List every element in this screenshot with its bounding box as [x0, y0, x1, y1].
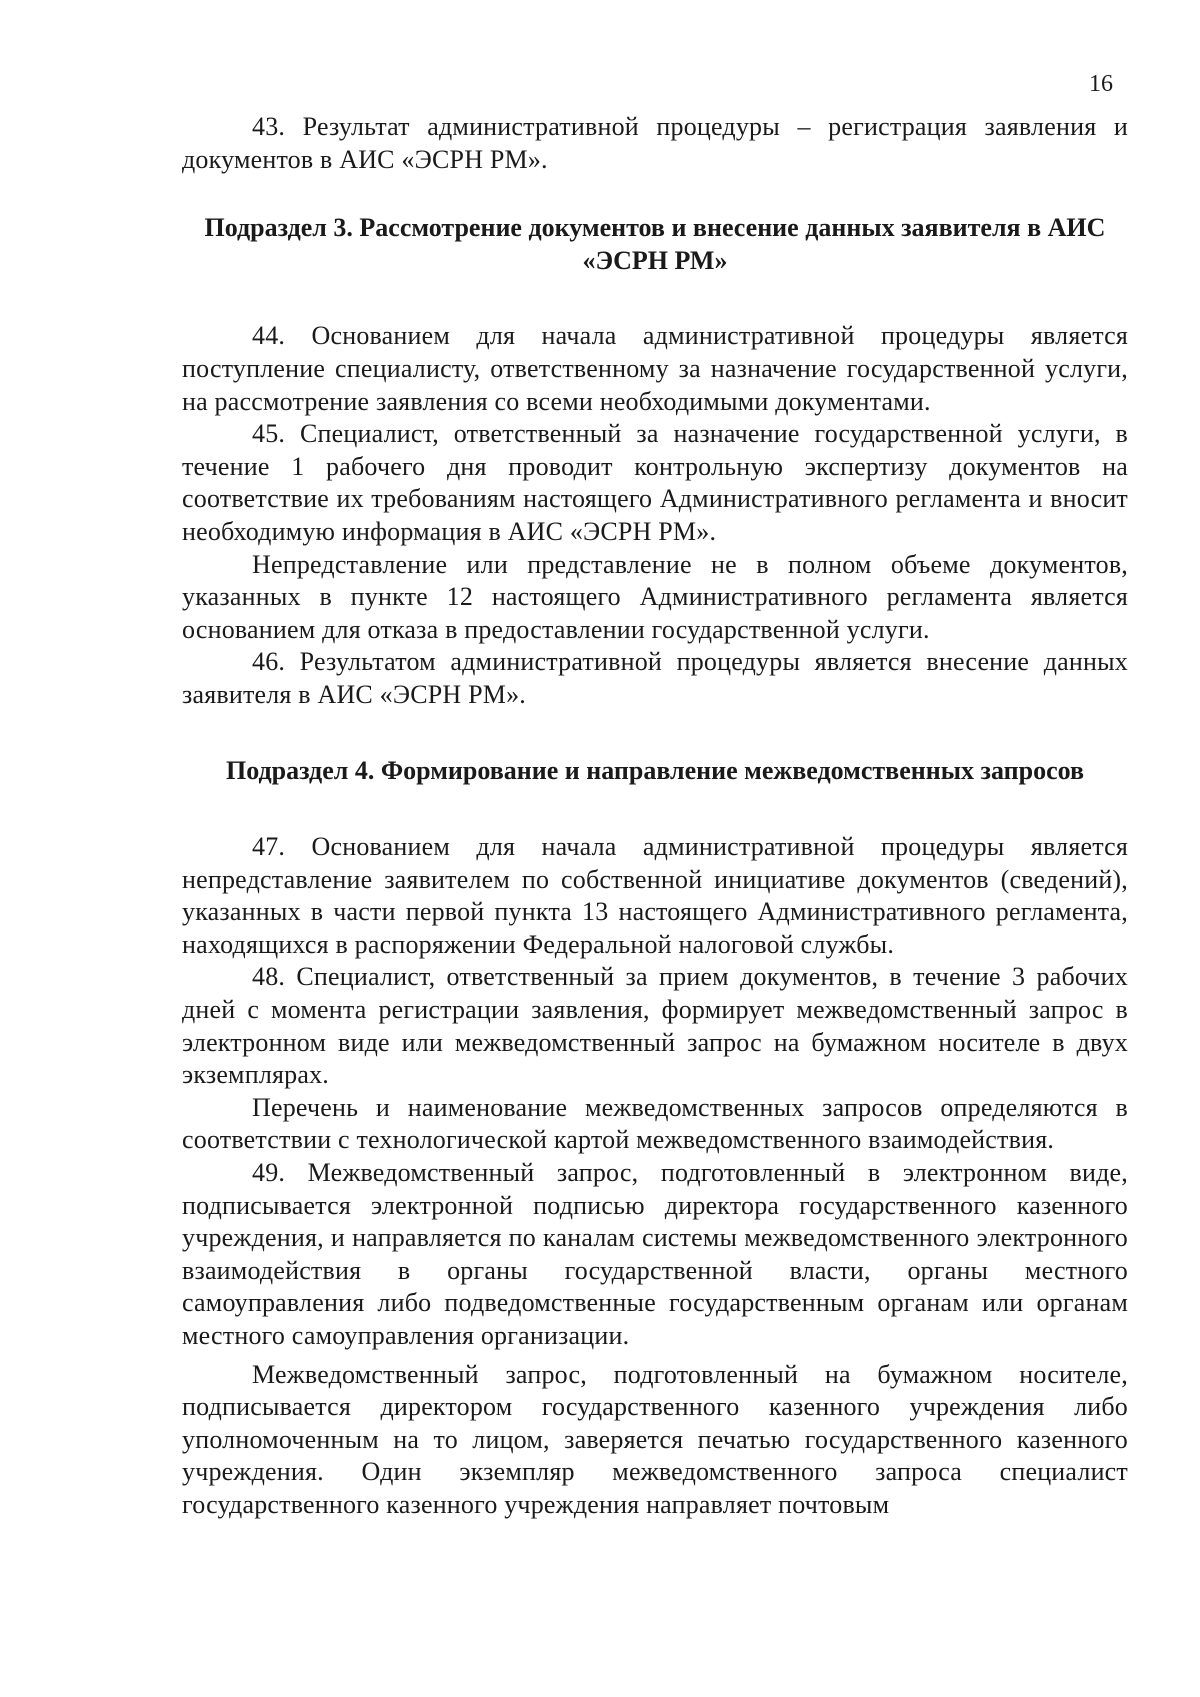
spacer — [182, 277, 1128, 320]
paragraph-46: 46. Результатом административной процедуры является внесение данных заявителя в АИС «ЭСРН РМ». — [182, 647, 1128, 709]
spacer — [182, 712, 1128, 755]
paragraph-48: 48. Специалист, ответственный за прием документов, в течение 3 рабочих дней с момента регистрации заявления, формирует межведомственный запрос в электронном виде или межведомственный запрос на бумажном носителе в двух экземплярах. — [182, 962, 1128, 1090]
section-heading-3: Подраздел 3. Рассмотрение документов и внесение данных заявителя в АИС «ЭСРН РМ» — [204, 213, 1106, 275]
paragraph-49-continuation: Межведомственный запрос, подготовленный на бумажном носителе, подписывается директором государственного казенного учреждения либо уполномоченным на то лицом, заверяется печатью государственного казенного учреждения. Один экземпляр межведомственного запроса специалист государственного казенного учреждения направляет почтовым — [182, 1359, 1128, 1519]
document-body — [182, 111, 1128, 1522]
spacer — [182, 787, 1128, 831]
paragraph-43: 43. Результат административной процедуры – регистрация заявления и документов в АИС «ЭСРН РМ». — [182, 112, 1128, 174]
spacer — [182, 176, 1128, 212]
paragraph-49: 49. Межведомственный запрос, подготовленный в электронном виде, подписывается электронной подписью директора государственного казенного учреждения, и направляется по каналам системы межведомственного электронного взаимодействия в органы государственной власти, органы местного самоуправления либо подведомственные государственным органам или органам местного самоуправления организации. — [182, 1158, 1128, 1350]
paragraph-47: 47. Основанием для начала административной процедуры является непредставление заявителем по собственной инициативе документов (сведений), указанных в части первой пункта 13 настоящего Административного регламента, находящихся в распоряжении Федеральной налоговой службы. — [182, 832, 1128, 959]
paragraph-48-continuation: Перечень и наименование межведомственных запросов определяются в соответствии с технологической картой межведомственного взаимодействия. — [182, 1092, 1128, 1155]
paragraph-45-continuation: Непредставление или представление не в полном объеме документов, указанных в пункте 12 настоящего Административного регламента является основанием для отказа в предоставлении государственной услуги. — [182, 549, 1128, 644]
page-number: 16 — [1089, 71, 1113, 97]
paragraph-45: 45. Специалист, ответственный за назначение государственной услуги, в течение 1 рабочего дня проводит контрольную экспертизу документов на соответствие их требованиям настоящего Административного регламента и вносит необходимую информация в АИС «ЭСРН РМ». — [182, 419, 1128, 546]
paragraph-44: 44. Основанием для начала административной процедуры является поступление специалисту, ответственному за назначение государственной услуги, на рассмотрение заявления со всеми необходимыми документами. — [182, 321, 1128, 416]
section-heading-4: Подраздел 4. Формирование и направление межведомственных запросов — [225, 755, 1084, 785]
